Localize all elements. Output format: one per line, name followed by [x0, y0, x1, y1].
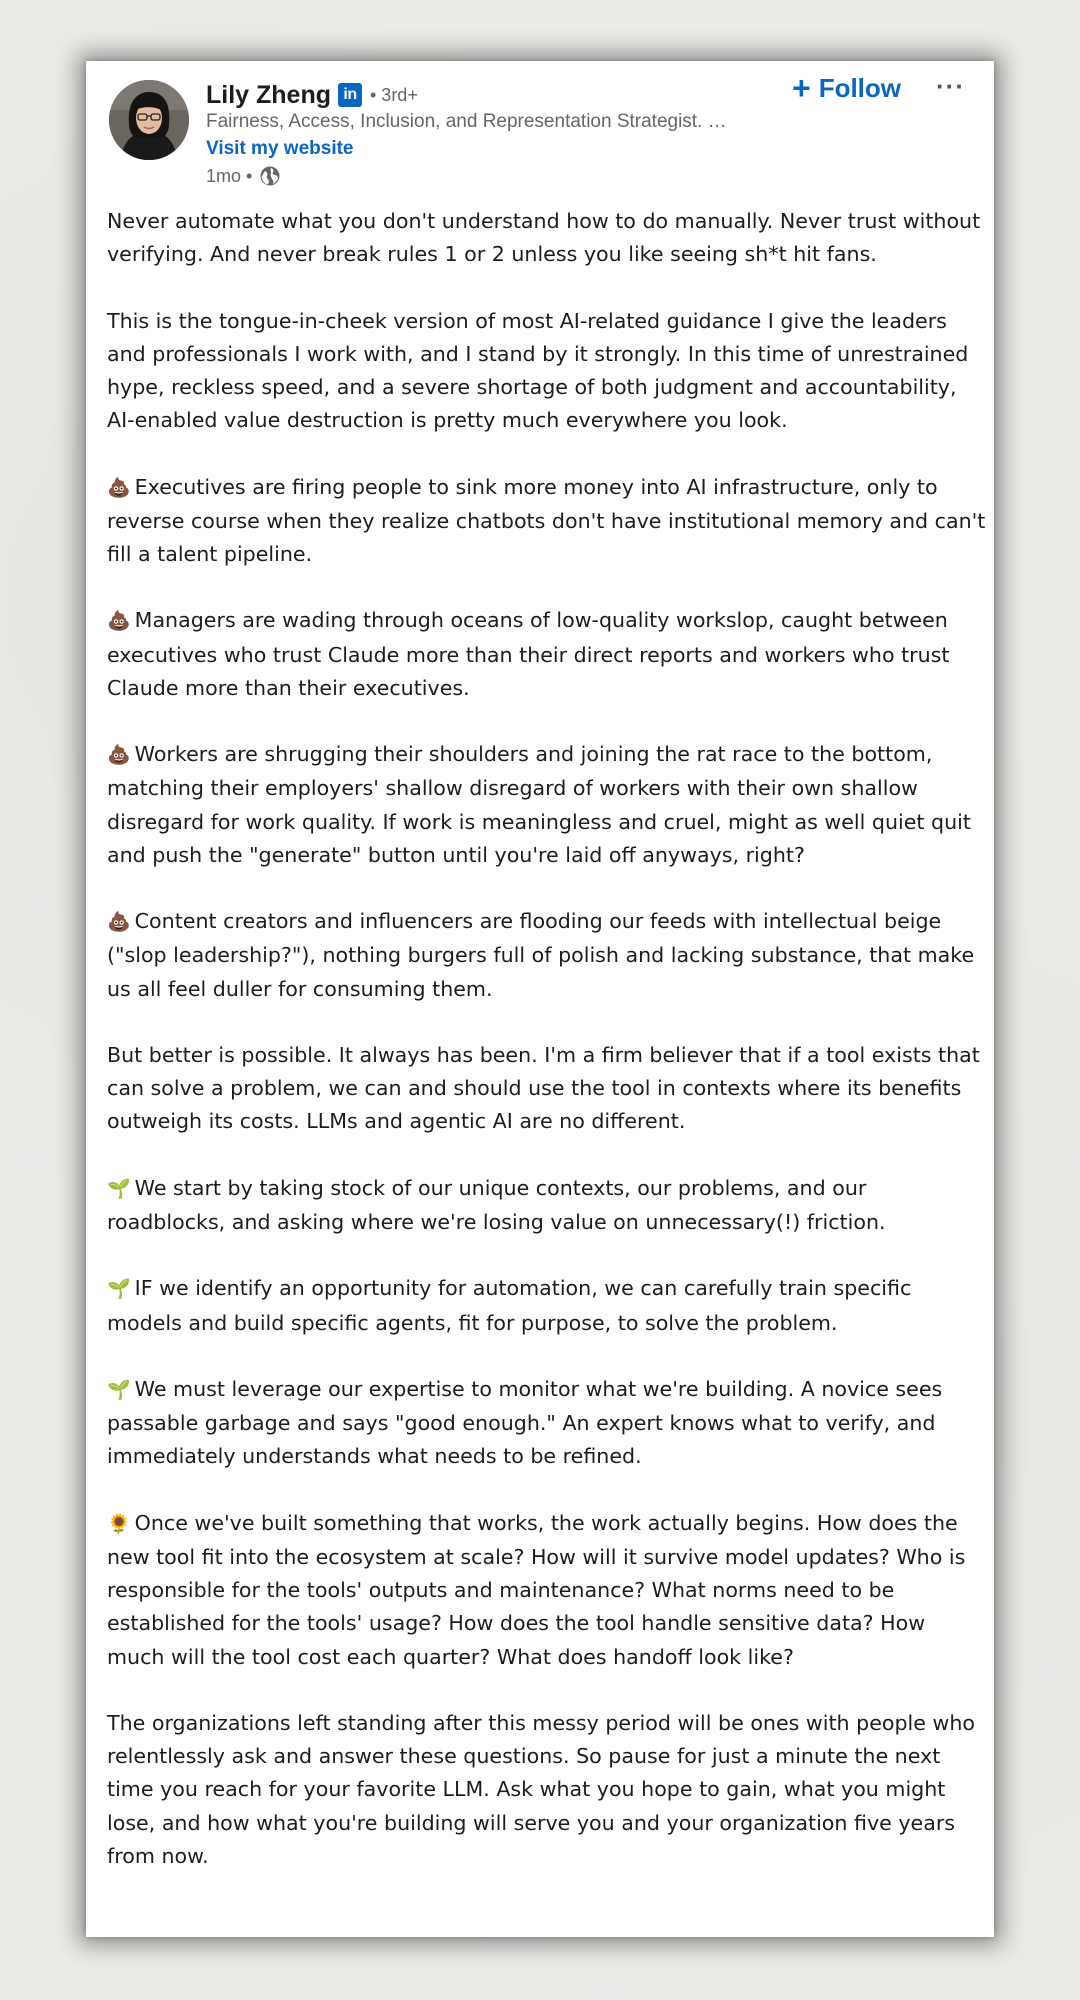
sunflower-icon: 🌻	[107, 1512, 131, 1535]
poop-icon: 💩	[107, 476, 131, 499]
author-name[interactable]: Lily Zheng	[206, 80, 331, 109]
seedling-icon: 🌱	[107, 1278, 131, 1301]
website-link[interactable]: Visit my website	[206, 138, 354, 159]
post-paragraph: 🌱 We start by taking stock of our unique contexts, our problems, and our roadblocks, and asking where we're losing value on unnecessary(!) friction.	[107, 1175, 886, 1234]
post-time: 1mo •	[206, 165, 253, 186]
poop-icon: 💩	[107, 744, 131, 767]
avatar[interactable]	[109, 80, 189, 160]
linkedin-icon: in	[338, 83, 362, 107]
author-headline: Fairness, Access, Inclusion, and Representation Strategist. …	[206, 111, 727, 132]
post-paragraph: 🌻 Once we've built something that works, the work actually begins. How does the new tool fit into the ecosystem at scale? How will it survive model updates? Who is responsible for the tools' outputs and maintenance? What norms need to be established for the tools' usage? How does the tool handle sensitive data? How much will the tool cost each quarter? What does handoff look like?	[107, 1510, 966, 1669]
post-paragraph: 💩 Executives are firing people to sink more money into AI infrastructure, only to reverse course when they realize chatbots don't have institutional memory and can't fill a talent pipeline.	[107, 474, 986, 566]
post-paragraph: But better is possible. It always has been. I'm a firm believer that if a tool exists that can solve a problem, we can and should use the tool in contexts where its benefits outweigh its costs. LLMs and agentic AI are no different.	[107, 1042, 980, 1134]
post-paragraph: 🌱 We must leverage our expertise to monitor what we're building. A novice sees passable garbage and says "good enough." An expert knows what to verify, and immediately understands what needs to be refined.	[107, 1376, 943, 1469]
post-paragraph: Never automate what you don't understand how to do manually. Never trust without verifying. And never break rules 1 or 2 unless you like seeing sh*t hit fans.	[107, 209, 981, 267]
post-meta	[206, 165, 281, 187]
post-paragraph: 🌱 IF we identify an opportunity for automation, we can carefully train specific models and build specific agents, fit for purpose, to solve the problem.	[107, 1276, 912, 1335]
post-paragraph: 💩 Managers are wading through oceans of low-quality workslop, caught between executives who trust Claude more than their direct reports and workers who trust Claude more than their executives.	[107, 608, 950, 700]
seedling-icon: 🌱	[107, 1177, 131, 1200]
connection-degree: • 3rd+	[370, 84, 418, 105]
post-paragraph: 💩 Content creators and influencers are flooding our feeds with intellectual beige ("slop leadership?"), nothing burgers full of polish and lacking substance, that make us all feel duller for consuming them.	[107, 909, 975, 1001]
poop-icon: 💩	[107, 610, 131, 633]
plus-icon: +	[792, 70, 811, 106]
seedling-icon: 🌱	[107, 1378, 131, 1401]
follow-button[interactable]	[792, 72, 901, 104]
post-card	[86, 61, 994, 1937]
post-body	[107, 205, 987, 1873]
poop-icon: 💩	[107, 911, 131, 934]
post-paragraph: 💩 Workers are shrugging their shoulders and joining the rat race to the bottom, matching their employers' shallow disregard of workers with their own shallow disregard for work quality. If work is meaningless and cruel, might as well quiet quit and push the "generate" button until you're laid off anyways, right?	[107, 742, 971, 867]
avatar-image	[109, 80, 189, 160]
post-paragraph: This is the tongue-in-cheek version of most AI-related guidance I give the leaders and professionals I work with, and I stand by it strongly. In this time of unrestrained hype, reckless speed, and a severe shortage of both judgment and accountability, AI-enabled value destruction is pretty much everywhere you look.	[107, 308, 969, 433]
author-name-row	[206, 77, 418, 113]
more-options-button[interactable]: ···	[936, 71, 965, 101]
follow-label: Follow	[818, 72, 902, 103]
post-paragraph: The organizations left standing after this messy period will be ones with people who relentlessly ask and answer these questions. So pause for just a minute the next time you reach for your favorite LLM. Ask what you hope to gain, what you might lose, and how what you're building will serve you and your organization five years from now.	[107, 1710, 975, 1868]
globe-icon	[259, 165, 281, 187]
